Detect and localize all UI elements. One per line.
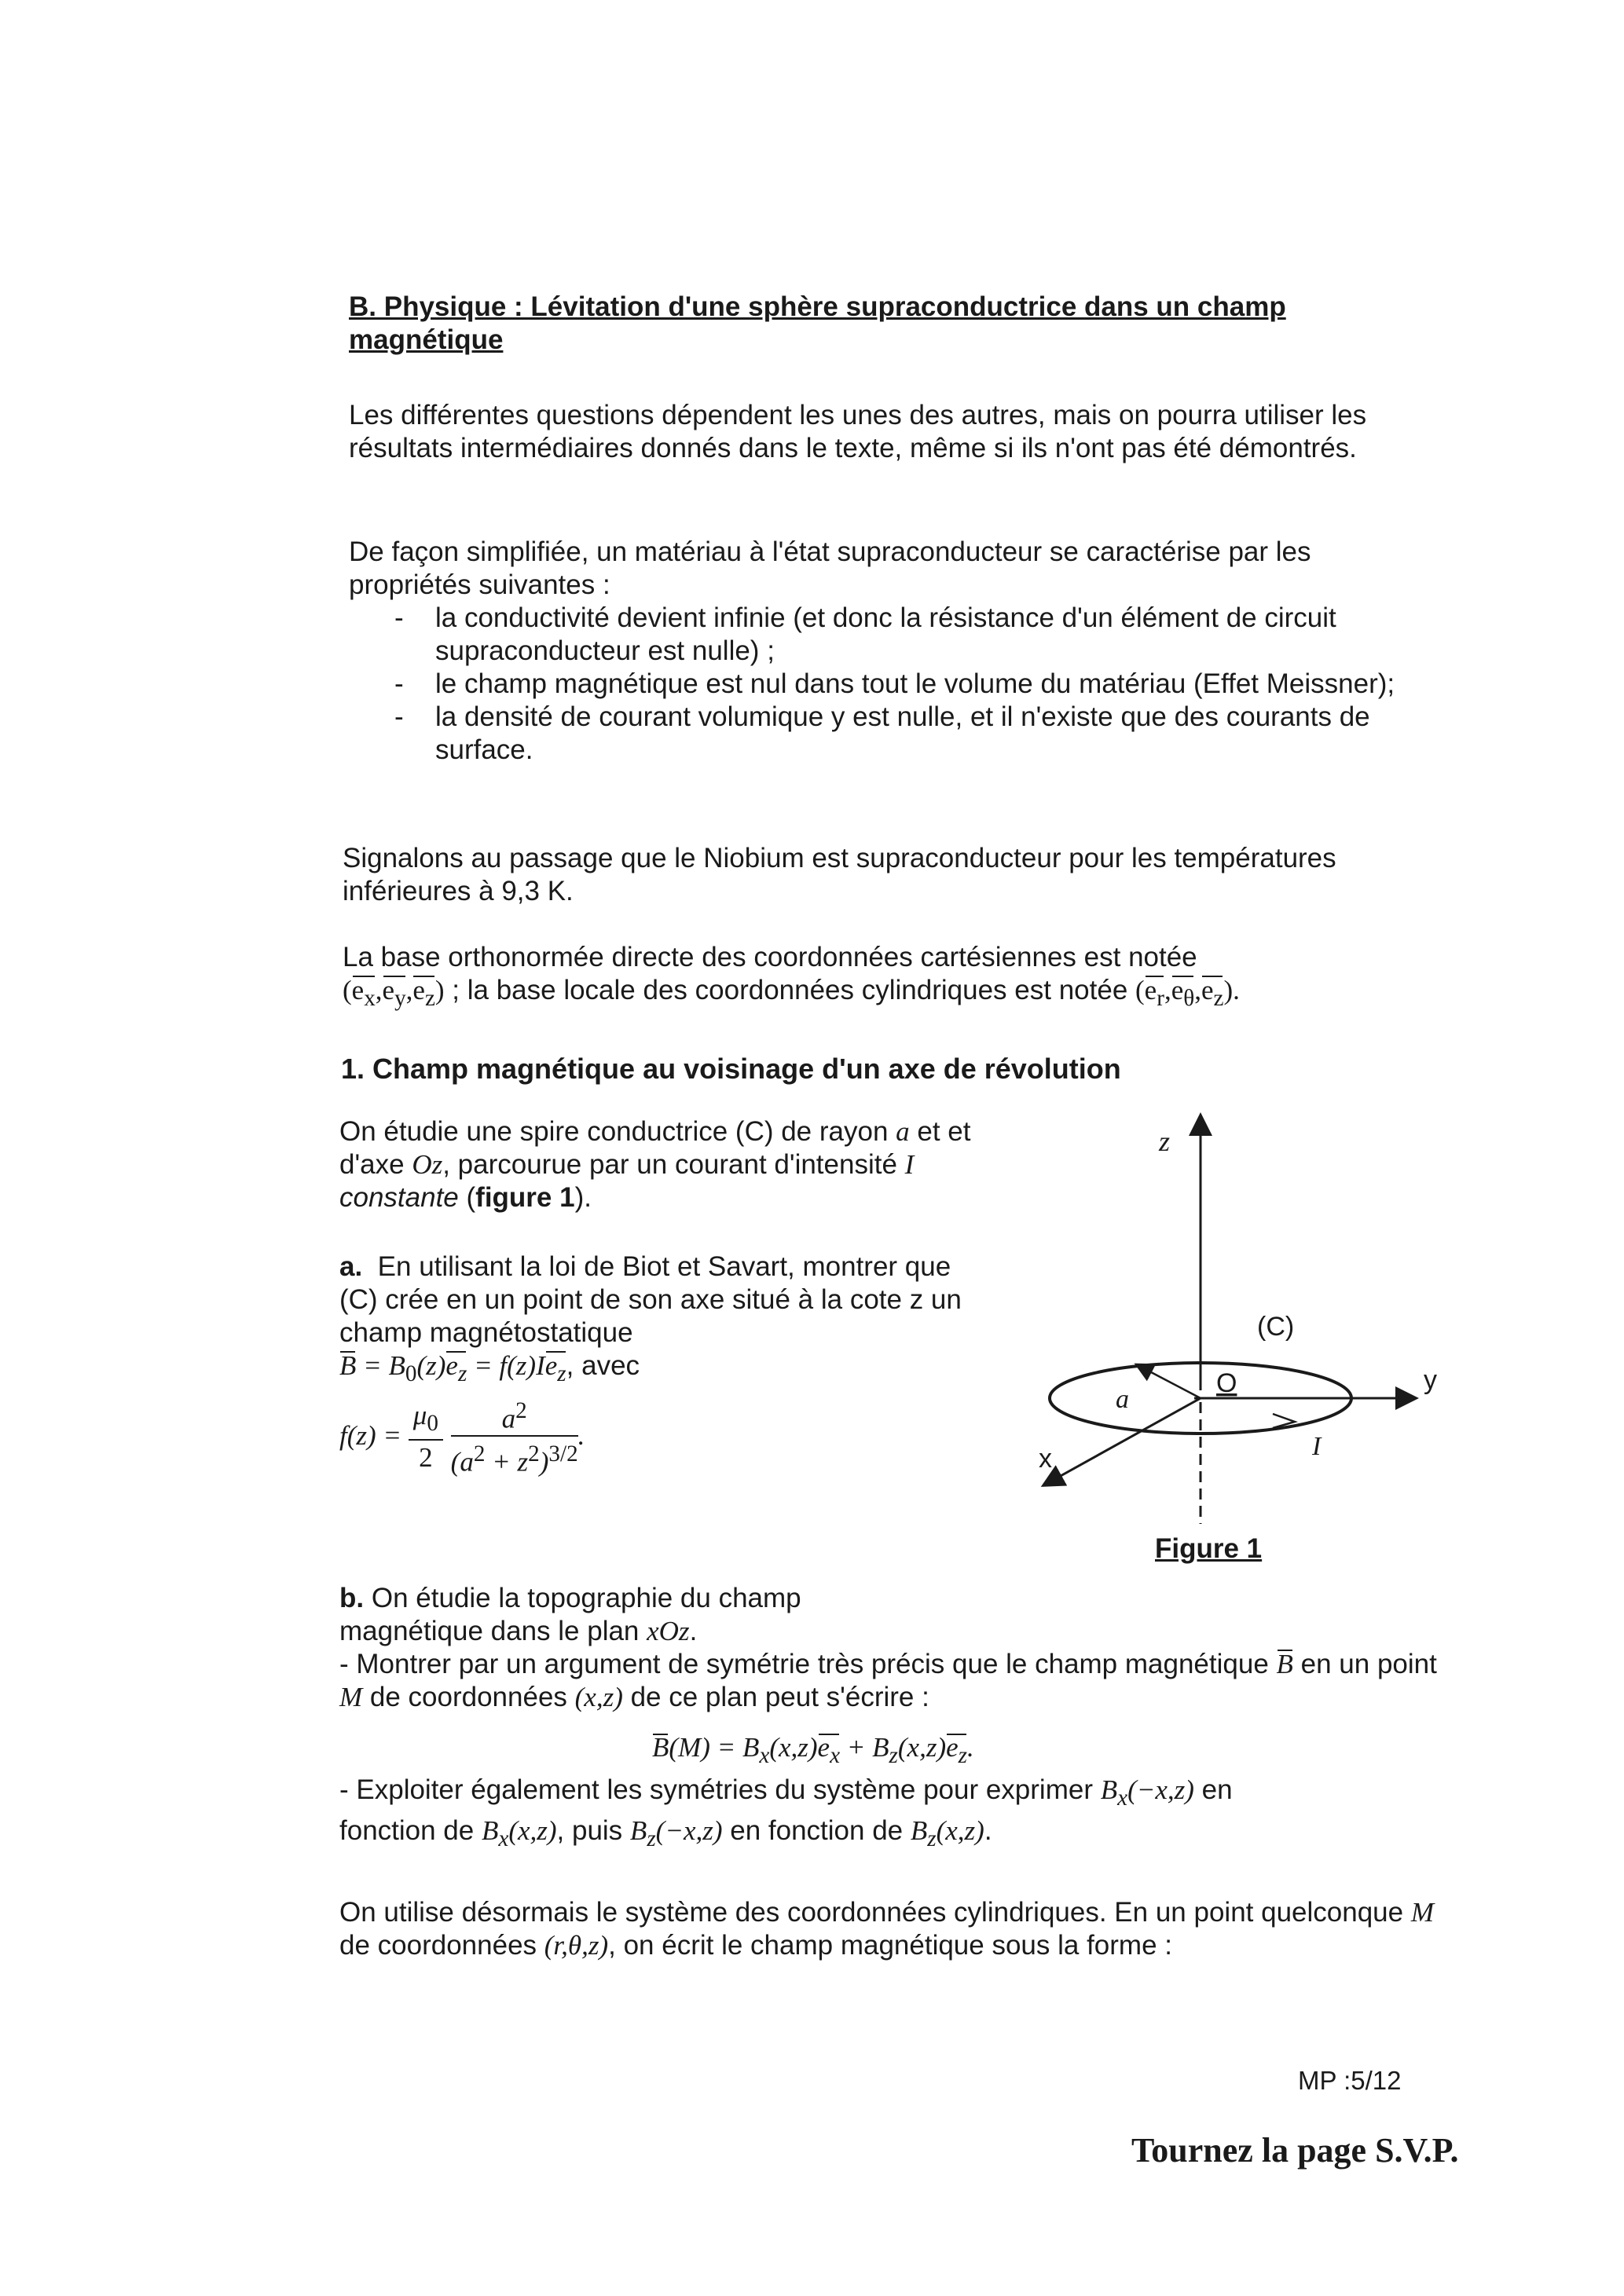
- cylindrical-text: On utilise désormais le système des coordonnées cylindriques. En un point quelconque M de coordonnées (r,θ,z), on écrit le champ magnétique sous la forme :: [339, 1897, 1434, 1961]
- label-x: x: [1039, 1444, 1052, 1474]
- field-decomposition: $B(M) = B_x(x,z)e_x + B_z(x,z)e_z$.: [652, 1732, 974, 1768]
- intro-paragraph: [349, 399, 1433, 465]
- question-b: [339, 1582, 1455, 1714]
- spire-paragraph: [339, 1115, 1031, 1214]
- cylindrical-paragraph: [339, 1896, 1455, 1962]
- bases-paragraph: [343, 941, 1458, 1015]
- radius-arrow: [1138, 1365, 1201, 1398]
- properties-intro: De façon simplifiée, un matériau à l'état supraconducteur se caractérise par les propriétés suivantes :: [349, 536, 1311, 600]
- question-b-part-2: [339, 1774, 1455, 1855]
- question-b-text: b. On étudie la topographie du champ magnétique dans le plan xOz.: [339, 1583, 801, 1646]
- turn-page-note: Tournez la page S.V.P.: [1131, 2131, 1459, 2170]
- base-line-2-text: ; la base locale des coordonnées cylindriques est notée: [444, 975, 1136, 1005]
- base-line-1: La base orthonormée directe des coordonnées cartésiennes est notée: [343, 942, 1197, 972]
- question-a: [339, 1251, 984, 1479]
- properties-list: [349, 602, 1433, 767]
- label-z: z: [1159, 1126, 1171, 1157]
- label-current: I: [1312, 1432, 1322, 1461]
- properties-block: [349, 536, 1433, 767]
- list-item: - la conductivité devient infinie (et donc la résistance d'un élément de circuit supraconducteur est nulle) ;: [349, 602, 1433, 668]
- part-1-heading: 1. Champ magnétique au voisinage d'un axe de révolution: [341, 1053, 1121, 1085]
- f-formula: f(z) = $\frac{\mu_0}{2}$ $\frac{a^2}{(a^2 + z^2)^{3/2}}$ .: [339, 1395, 984, 1479]
- question-b-bullet-2: - Exploiter également les symétries du système pour exprimer $B_x(-x,z)$ en fonction de $B_x(x,z)$, puis $B_z(-x,z)$ en fonction de $B_z(x,z)$.: [339, 1774, 1233, 1851]
- page-code: MP :5/12: [1298, 2066, 1402, 2095]
- question-b-bullet-1: - Montrer par un argument de symétrie très précis que le champ magnétique B en un point M de coordonnées (x,z) de ce plan peut s'écrire :: [339, 1649, 1437, 1712]
- list-item: - la densité de courant volumique y est nulle, et il n'existe que des courants de surface.: [349, 701, 1433, 767]
- label-y: y: [1424, 1365, 1437, 1395]
- figure-caption: Figure 1: [1155, 1533, 1263, 1564]
- label-a: a: [1116, 1385, 1129, 1414]
- niobium-text: Signalons au passage que le Niobium est supraconducteur pour les températures inférieures à 9,3 K.: [343, 843, 1336, 906]
- niobium-paragraph: [343, 842, 1443, 908]
- question-a-text: a. En utilisant la loi de Biot et Savart, montrer que (C) crée en un point de son axe situé à la cote z un champ magnétostatique: [339, 1251, 962, 1348]
- figure-1-diagram: [1021, 1100, 1461, 1540]
- label-coil: (C): [1257, 1312, 1295, 1342]
- section-title: B. Physique : Lévitation d'une sphère supraconductrice dans un champ magnétique: [349, 291, 1286, 355]
- spire-text: On étudie une spire conductrice (C) de rayon a et et d'axe Oz, parcourue par un courant d'intensité I constante (figure 1).: [339, 1116, 971, 1213]
- intro-text: Les différentes questions dépendent les unes des autres, mais on pourra utiliser les résultats intermédiaires donnés dans le texte, même si ils n'ont pas été démontrés.: [349, 400, 1367, 463]
- label-origin: O: [1216, 1368, 1237, 1398]
- cylindrical-basis: $(e_r,e_\theta,e_z)$.: [1135, 975, 1240, 1005]
- cartesian-basis: $(e_x,e_y,e_z)$: [343, 975, 445, 1005]
- field-formula: $B = B_0(z)e_z = f(z)Ie_z$, avec: [339, 1349, 984, 1390]
- list-item: - le champ magnétique est nul dans tout le volume du matériau (Effet Meissner);: [349, 668, 1433, 701]
- base-line-2: [343, 974, 1458, 1015]
